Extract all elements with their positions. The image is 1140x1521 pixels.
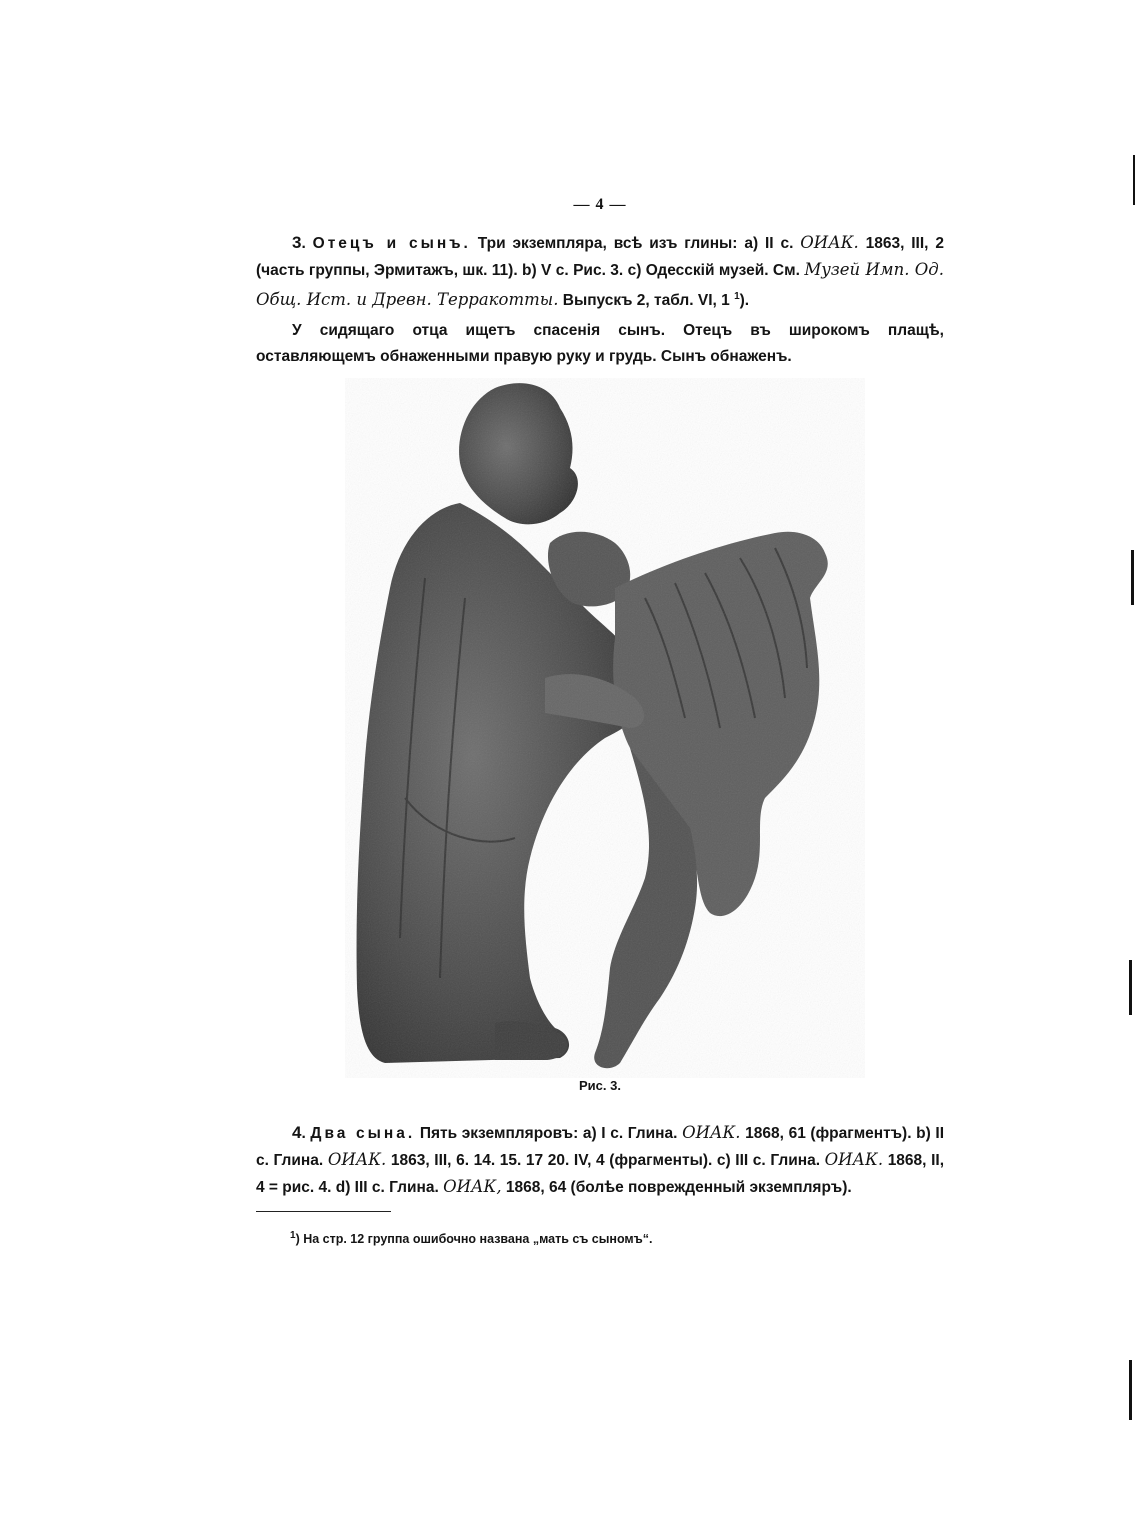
oiak-reference: ОИАК, <box>443 1177 502 1196</box>
scan-edge-mark <box>1131 550 1134 605</box>
section-4-text-c: 1863, III, 6. 14. 15. 17 20. IV, 4 (фрагменты). c) III с. Глина. <box>390 1152 821 1169</box>
scan-edge-mark <box>1129 960 1132 1015</box>
oiak-reference: ОИАК. <box>824 1150 884 1169</box>
section-4-text-d: 1868, II, 4 = рис. 4. d) III с. Глина. <box>256 1152 944 1196</box>
footnote-marker: 1 <box>290 1230 296 1241</box>
section-3-entry: 3. Отецъ и сынъ. Три экземпляра, всѣ изъ глины: a) II с. ОИАК. 1863, III, 2 (часть группы, Эрмитажъ, шк. 11). b) V с. Рис. 3. c) Одесскій музей. См. Музей Имп. Од. Общ. Ист. и Древн. Терракотты. Выпускъ 2, табл. VI, 1 $^1$). <box>256 233 944 310</box>
section-3-number: 3 <box>292 233 302 252</box>
section-4-entry: 4. Два сына. Пять экземпляровъ: a) I с. Глина. ОИАК. 1868, 61 (фрагментъ). b) II с. Глина. ОИАК. 1863, III, 6. 14. 15. 17 20. IV, 4 (фрагменты). c) III с. Глина. ОИАК. 1868, II, 4 = рис. 4. d) III с. Глина. ОИАК, 1868, 64 (болѣе поврежденный экземпляръ). <box>256 1123 945 1196</box>
page-number: — 4 — <box>573 196 627 213</box>
section-4-text-b: 1868, 61 (фрагментъ). b) II с. Глина. <box>256 1125 945 1169</box>
section-4-title: Два сына. <box>310 1125 416 1142</box>
section-4-number: 4 <box>292 1123 302 1142</box>
section-3-text-d: ). <box>739 292 750 310</box>
section-3 <box>256 230 944 370</box>
oiak-reference: ОИАК. <box>800 233 859 252</box>
section-3-title: Отецъ и сынъ. <box>312 235 471 252</box>
section-3-text-a: Три экземпляра, всѣ изъ глины: a) II с. <box>477 235 794 252</box>
footnote <box>290 1230 890 1246</box>
section-3-description: У сидящаго отца ищетъ спасенія сынъ. Отецъ въ широкомъ плащѣ, оставляющемъ обнаженными правую руку и грудь. Сынъ обнаженъ. <box>256 322 944 366</box>
scan-edge-mark <box>1129 1360 1132 1420</box>
scan-edge-mark <box>1133 155 1135 205</box>
footnote-rule <box>256 1211 391 1212</box>
oiak-reference: ОИАК. <box>327 1150 387 1169</box>
section-4-text-e: 1868, 64 (болѣе поврежденный экземпляръ). <box>505 1179 852 1196</box>
footnote-reference: 1 <box>734 291 740 302</box>
museum-reference: Музей Имп. Од. Общ. Ист. и Древн. Терракотты. <box>256 260 944 310</box>
terracotta-figure <box>345 378 865 1078</box>
section-3-text-b: 1863, III, 2 (часть группы, Эрмитажъ, шк. 11). b) V с. Рис. 3. c) Одесскій музей. См. <box>256 235 944 279</box>
oiak-reference: ОИАК. <box>682 1123 741 1142</box>
section-3-text-c: Выпускъ 2, табл. VI, 1 <box>562 292 730 310</box>
section-4 <box>256 1120 944 1201</box>
figure-caption: Рис. 3. <box>579 1078 621 1093</box>
footnote-text: ) На стр. 12 группа ошибочно названа „мать съ сыномъ“. <box>295 1232 653 1247</box>
section-4-text-a: Пять экземпляровъ: a) I с. Глина. <box>419 1125 678 1142</box>
